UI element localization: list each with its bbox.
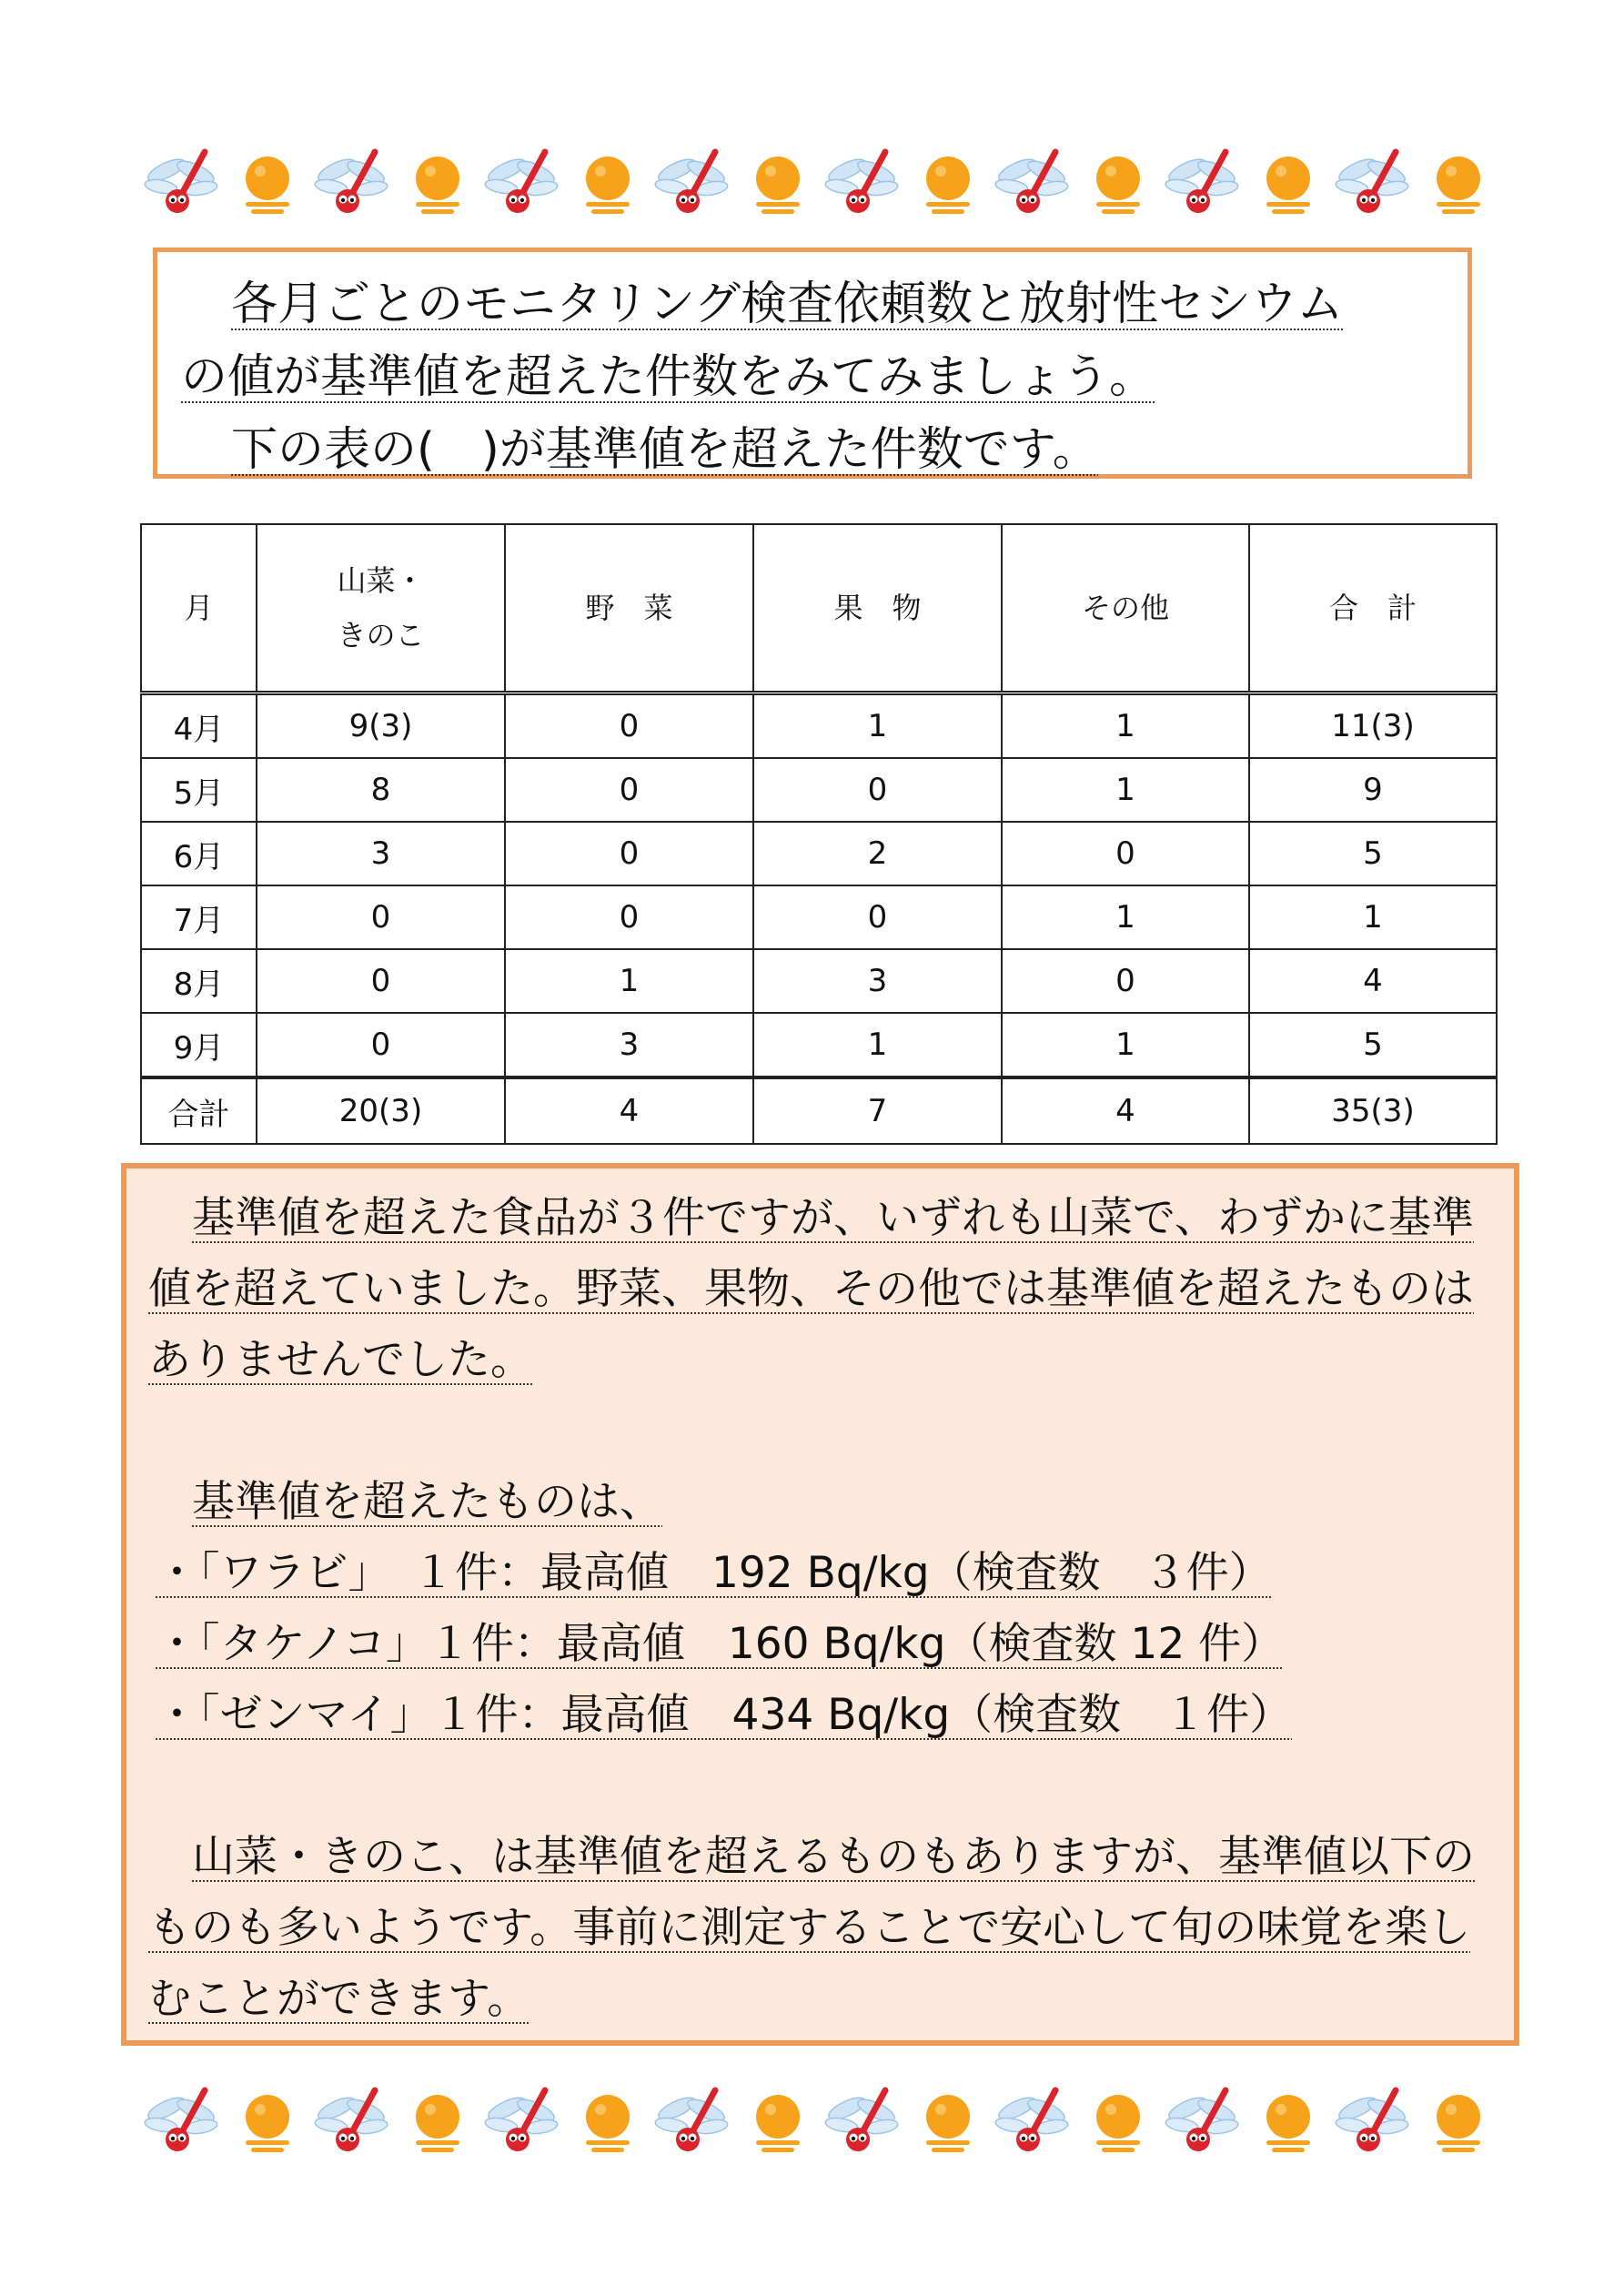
table-row	[141, 822, 1497, 885]
cell-total: 1	[1249, 885, 1497, 949]
sun-icon	[238, 2091, 297, 2155]
cell-sonota: 0	[1002, 822, 1249, 885]
para3-line3: むことができます。	[148, 1974, 530, 2024]
dragonfly-icon	[992, 2087, 1074, 2159]
decoration-top	[141, 141, 1488, 228]
intro-box	[153, 248, 1472, 479]
intro-line-1: 各月ごとのモニタリング検査依頼数と放射性セシウム	[231, 278, 1344, 331]
sun-icon	[919, 2091, 977, 2155]
dragonfly-icon	[481, 2087, 563, 2159]
decoration-bottom	[141, 2079, 1488, 2166]
para1-line1: 基準値を超えた食品が３件ですが、いずれも山菜で、わずかに基準	[192, 1193, 1475, 1243]
cell-yasai: 3	[505, 1013, 753, 1077]
header-gokei: 合 計	[1249, 524, 1497, 693]
table-row	[141, 758, 1497, 822]
table-row	[141, 949, 1497, 1013]
cell-month: 9月	[141, 1013, 257, 1077]
sun-icon	[749, 153, 807, 217]
cell-month: 7月	[141, 885, 257, 949]
sun-icon	[1429, 2091, 1488, 2155]
para1-line2: 値を超えていました。野菜、果物、その他では基準値を超えたものは	[148, 1264, 1474, 1314]
cell-month: 6月	[141, 822, 257, 885]
dragonfly-icon	[822, 148, 903, 221]
dragonfly-icon	[1332, 148, 1414, 221]
bullet-zenmai: ・「ゼンマイ」１件：最高値 434 Bq/kg（検査数 １件）	[156, 1690, 1293, 1740]
total-label: 合計	[141, 1077, 257, 1144]
sun-icon	[919, 153, 977, 217]
header-month: 月	[141, 524, 257, 693]
table-total-row	[141, 1077, 1497, 1144]
cell-yasai: 1	[505, 949, 753, 1013]
intro-line-3: 下の表の( )が基準値を超えた件数です。	[231, 423, 1099, 477]
dragonfly-icon	[1162, 2087, 1244, 2159]
cell-yasai: 0	[505, 758, 753, 822]
header-kudamono: 果 物	[753, 524, 1002, 693]
cell-sansai: 0	[257, 1013, 505, 1077]
para3-line1: 山菜・きのこ、は基準値を超えるものもありますが、基準値以下の	[192, 1832, 1475, 1882]
sun-icon	[409, 153, 467, 217]
dragonfly-icon	[1162, 148, 1244, 221]
table-header-row	[141, 524, 1497, 693]
table-row	[141, 1013, 1497, 1077]
cell-month: 4月	[141, 693, 257, 759]
bullet-takenoko: ・「タケノコ」１件：最高値 160 Bq/kg（検査数 12 件）	[156, 1619, 1285, 1669]
para2-intro: 基準値を超えたものは、	[192, 1477, 662, 1527]
bullet-warabi: ・「ワラビ」 １件：最高値 192 Bq/kg（検査数 ３件）	[156, 1548, 1272, 1598]
dragonfly-icon	[481, 148, 563, 221]
header-sansai-line1: 山菜・	[337, 563, 425, 598]
table-body	[141, 693, 1497, 1145]
cell-kudamono: 3	[753, 949, 1002, 1013]
total-yasai: 4	[505, 1077, 753, 1144]
cell-sonota: 1	[1002, 693, 1249, 759]
intro-line-2: の値が基準値を超えた件数をみてみましょう。	[181, 350, 1156, 404]
header-sansai	[257, 524, 505, 693]
dragonfly-icon	[822, 2087, 903, 2159]
sun-icon	[579, 2091, 637, 2155]
total-sonota: 4	[1002, 1077, 1249, 1144]
cell-total: 4	[1249, 949, 1497, 1013]
cell-yasai: 0	[505, 693, 753, 759]
sun-icon	[1089, 2091, 1147, 2155]
sun-icon	[238, 153, 297, 217]
table-row	[141, 885, 1497, 949]
sun-icon	[1259, 153, 1317, 217]
cell-kudamono: 0	[753, 758, 1002, 822]
sun-icon	[749, 2091, 807, 2155]
dragonfly-icon	[141, 148, 223, 221]
sun-icon	[1089, 153, 1147, 217]
dragonfly-icon	[141, 2087, 223, 2159]
dragonfly-icon	[651, 2087, 733, 2159]
total-total: 35(3)	[1249, 1077, 1497, 1144]
cell-sansai: 0	[257, 949, 505, 1013]
total-sansai: 20(3)	[257, 1077, 505, 1144]
table-row	[141, 693, 1497, 759]
dragonfly-icon	[1332, 2087, 1414, 2159]
para3-line2: ものも多いようです。事前に測定することで安心して旬の味覚を楽し	[148, 1903, 1471, 1953]
cell-sansai: 0	[257, 885, 505, 949]
cell-yasai: 0	[505, 822, 753, 885]
cell-total: 11(3)	[1249, 693, 1497, 759]
sun-icon	[579, 153, 637, 217]
cell-month: 5月	[141, 758, 257, 822]
dragonfly-icon	[311, 148, 393, 221]
explanation-box	[121, 1163, 1519, 2046]
cell-yasai: 0	[505, 885, 753, 949]
cell-sonota: 1	[1002, 885, 1249, 949]
cell-kudamono: 0	[753, 885, 1002, 949]
total-kudamono: 7	[753, 1077, 1002, 1144]
sun-icon	[1259, 2091, 1317, 2155]
header-sonota: その他	[1002, 524, 1249, 693]
header-sansai-line2: きのこ	[337, 618, 425, 652]
sun-icon	[409, 2091, 467, 2155]
para1-line3: ありませんでした。	[148, 1335, 533, 1385]
cell-sonota: 0	[1002, 949, 1249, 1013]
dragonfly-icon	[651, 148, 733, 221]
cell-kudamono: 2	[753, 822, 1002, 885]
cell-sonota: 1	[1002, 1013, 1249, 1077]
cell-kudamono: 1	[753, 1013, 1002, 1077]
cell-total: 9	[1249, 758, 1497, 822]
cell-sansai: 9(3)	[257, 693, 505, 759]
cell-sonota: 1	[1002, 758, 1249, 822]
dragonfly-icon	[311, 2087, 393, 2159]
cell-kudamono: 1	[753, 693, 1002, 759]
cell-sansai: 8	[257, 758, 505, 822]
cell-month: 8月	[141, 949, 257, 1013]
cell-sansai: 3	[257, 822, 505, 885]
cell-total: 5	[1249, 1013, 1497, 1077]
inspection-table	[140, 523, 1498, 1145]
dragonfly-icon	[992, 148, 1074, 221]
cell-total: 5	[1249, 822, 1497, 885]
sun-icon	[1429, 153, 1488, 217]
header-yasai: 野 菜	[505, 524, 753, 693]
